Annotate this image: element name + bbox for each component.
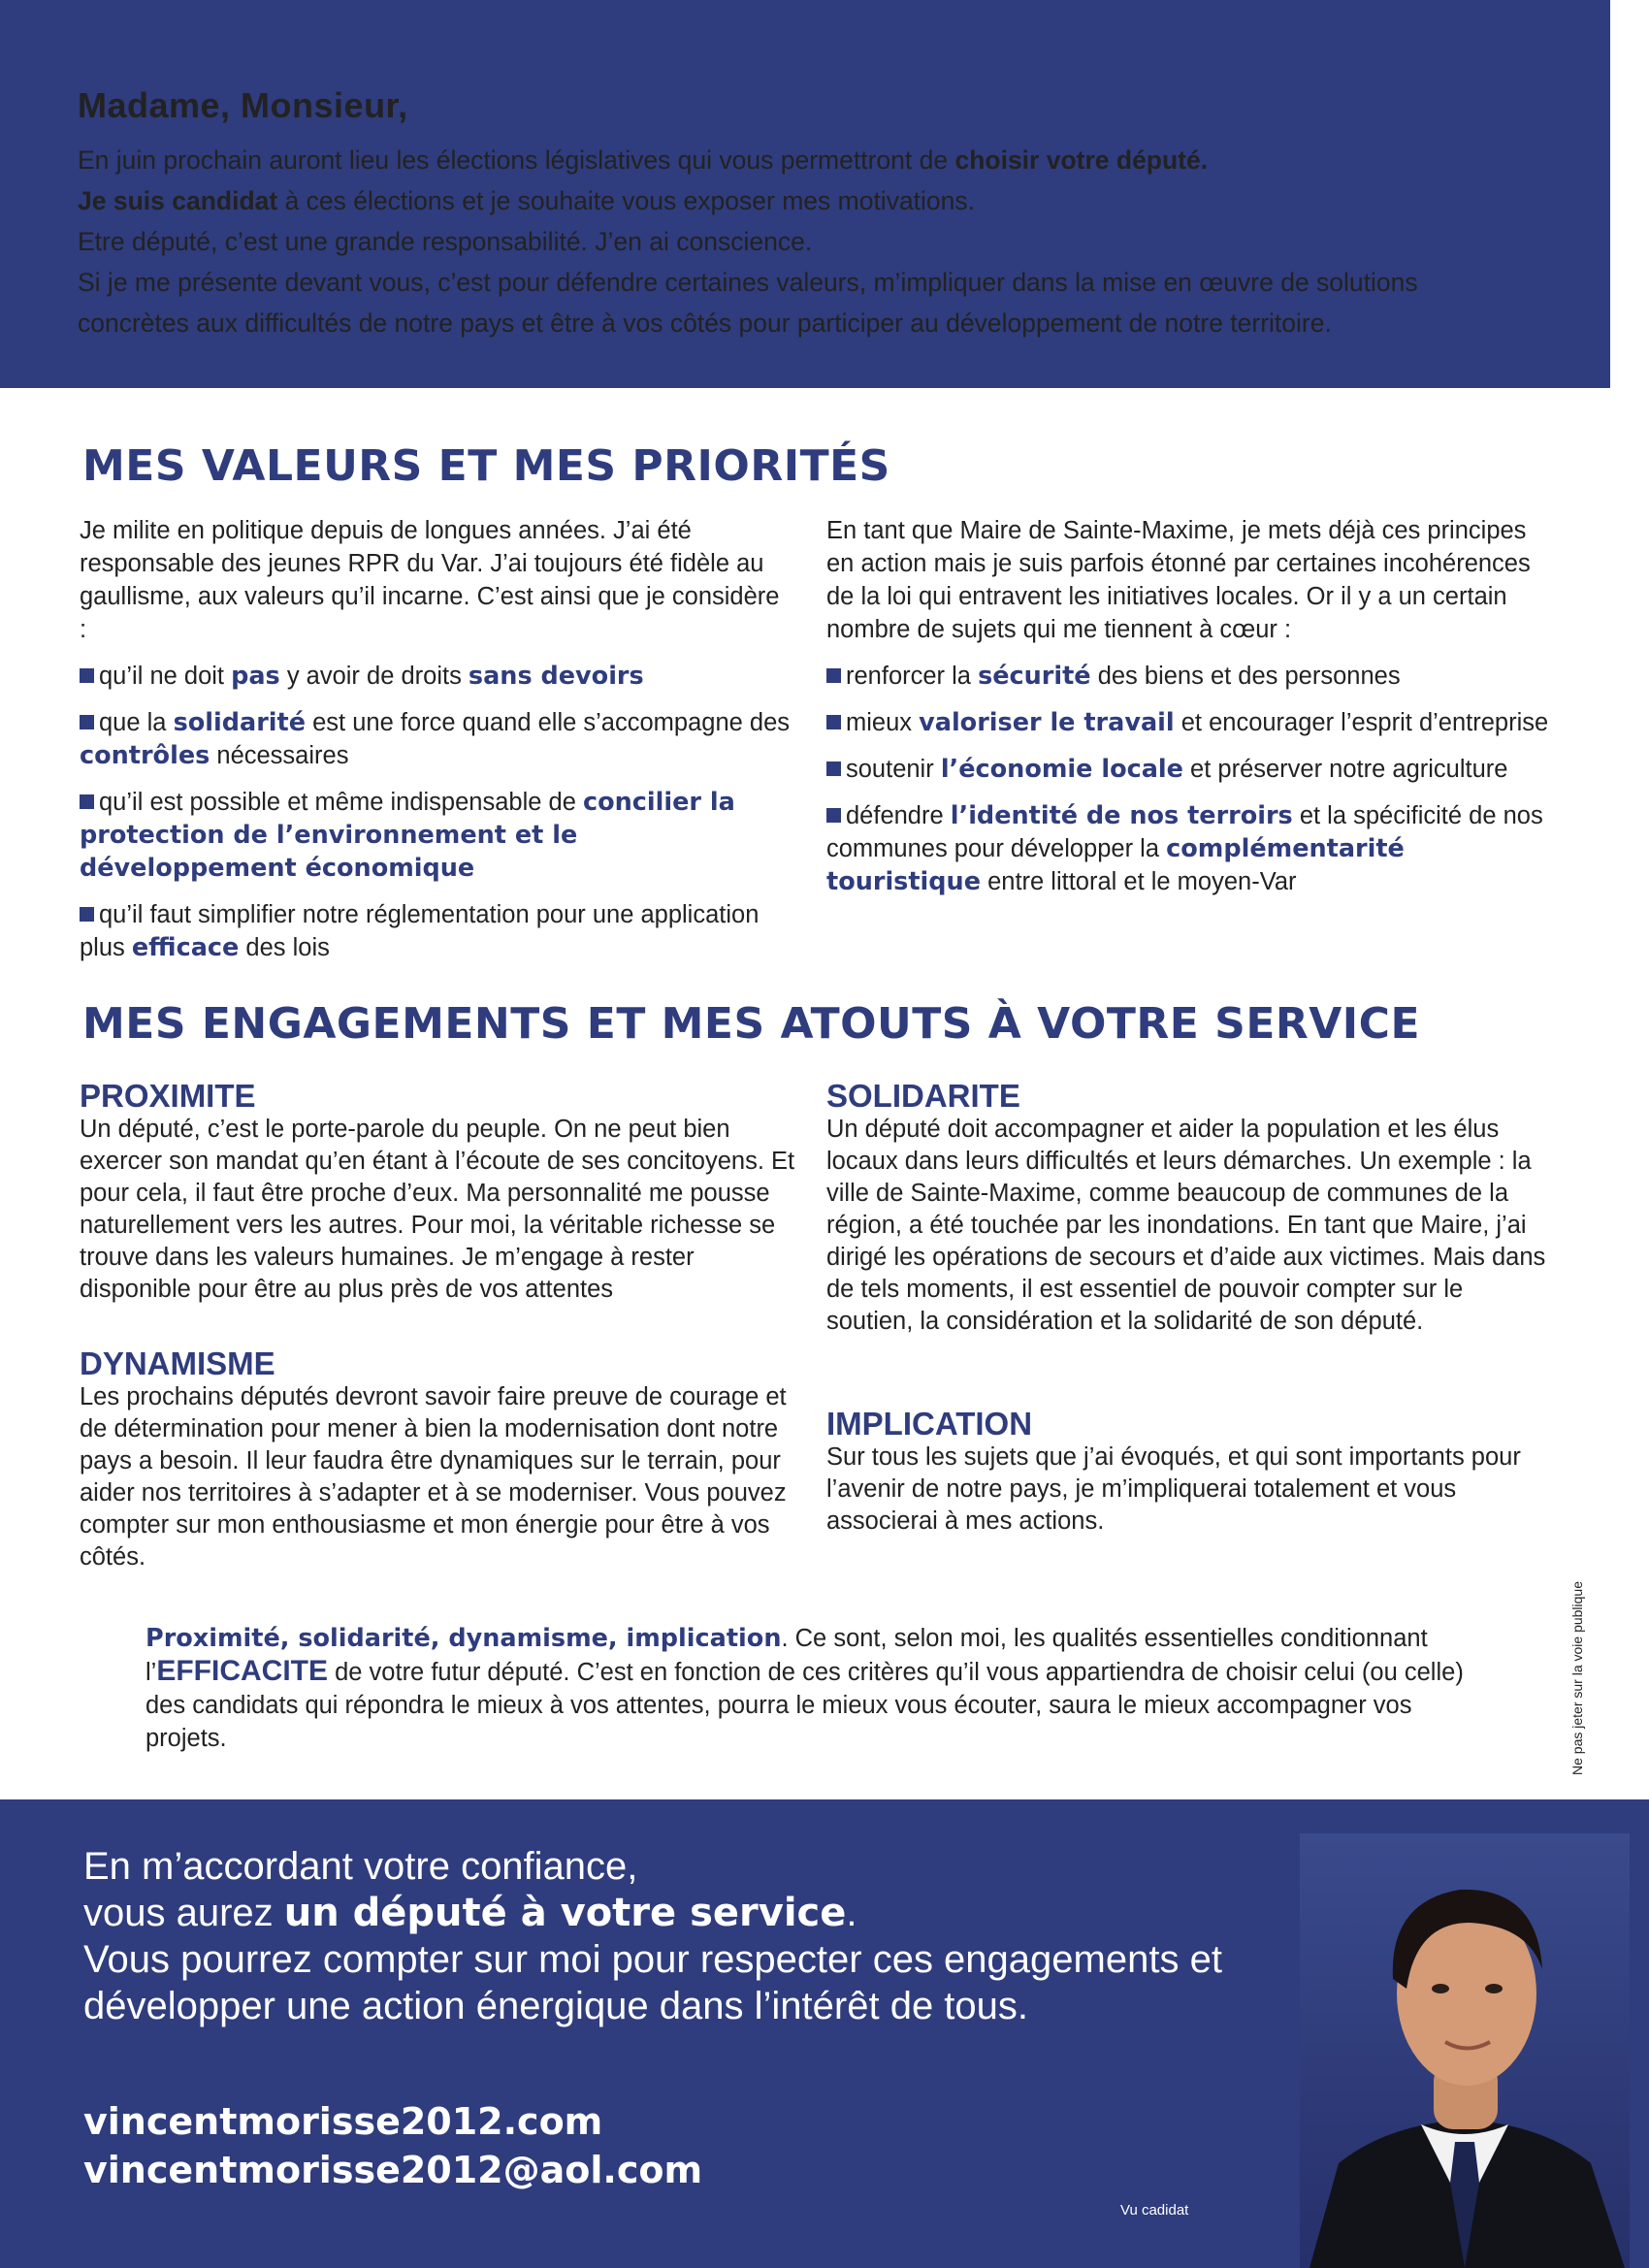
closing-line: .: [846, 1892, 857, 1934]
keyword: sans devoirs: [468, 662, 644, 691]
candidate-portrait-image: [1300, 1833, 1630, 2268]
keyword: l’économie locale: [940, 755, 1183, 784]
block-proximite: [80, 1079, 797, 1306]
keyword: l’identité de nos terroirs: [950, 801, 1293, 830]
subheading-proximite: PROXIMITE: [80, 1078, 256, 1114]
list-item: [80, 706, 792, 772]
text-proximite: Un député, c’est le porte-parole du peuple. On ne peut bien exercer son mandat qu’en étant à l’écoute de ses concitoyens. Et pour cela, il faut être proche d’eux. Ma personnalité me pousse naturellement vers les autres. Pour moi, la véritable richesse se trouve dans les valeurs humaines. Je m’engage à rester disponible pour être au plus près de vos attentes: [80, 1116, 795, 1303]
intro-section: [78, 85, 1533, 343]
block-dynamisme: [80, 1346, 797, 1573]
website-link[interactable]: vincentmorisse2012.com: [83, 2100, 603, 2143]
keyword: solidarité: [173, 708, 307, 737]
item-text: entre littoral et le moyen-Var: [981, 868, 1297, 895]
keyword: contrôles: [80, 741, 210, 770]
square-bullet-icon: [826, 715, 841, 729]
list-item: [826, 706, 1549, 739]
item-text: renforcer la: [846, 663, 979, 690]
list-item: [80, 660, 792, 693]
closing-line: En m’accordant votre confiance,: [83, 1845, 638, 1888]
section-heading-engagements: MES ENGAGEMENTS ET MES ATOUTS À VOTRE SERVICE: [82, 999, 1421, 1049]
conclusion-paragraph: [146, 1622, 1484, 1755]
closing-message: [83, 1843, 1344, 2029]
square-bullet-icon: [80, 668, 94, 683]
item-text: et encourager l’esprit d’entreprise: [1174, 709, 1549, 736]
closing-line: Vous pourrez compter sur moi pour respecter ces engagements et développer une action énergique dans l’intérêt de tous.: [83, 1938, 1222, 2027]
item-text: y avoir de droits: [279, 663, 469, 690]
conclusion-text: . Ce sont, selon moi, les qualités essentielles conditionnant l’: [146, 1625, 1428, 1686]
greeting: Madame, Monsieur,: [78, 85, 408, 125]
keyword: complémentarité touristique: [826, 834, 1405, 896]
square-bullet-icon: [826, 668, 841, 683]
keyword: Proximité, solidarité, dynamisme, implication: [146, 1624, 782, 1653]
intro-line-2: [78, 180, 1533, 221]
section-heading-valeurs: MES VALEURS ET MES PRIORITÉS: [82, 441, 890, 491]
valeurs-intro: Je milite en politique depuis de longues années. J’ai été responsable des jeunes RPR du Var. J’ai toujours été fidèle au gaullisme, aux valeurs qu’il incarne. C’est ainsi que je considère :: [80, 517, 780, 643]
intro-line-1: [78, 140, 1533, 180]
block-implication: [826, 1407, 1549, 1538]
intro-emphasis: choisir votre député.: [954, 146, 1209, 175]
intro-text: En juin prochain auront lieu les élections législatives qui vous permettront de: [78, 146, 955, 175]
block-solidarite: [826, 1079, 1549, 1338]
email-link[interactable]: vincentmorisse2012@aol.com: [83, 2149, 703, 2191]
subheading-solidarite: SOLIDARITE: [826, 1078, 1020, 1114]
list-item: [826, 660, 1549, 693]
priorites-intro: En tant que Maire de Sainte-Maxime, je mets déjà ces principes en action mais je suis parfois étonné par certaines incohérences de la loi qui entravent les initiatives locales. Or il y a un certain nombre de sujets qui me tiennent à cœur :: [826, 517, 1531, 643]
item-text: nécessaires: [210, 742, 349, 769]
square-bullet-icon: [826, 808, 841, 823]
item-text: et la spécificité de nos communes pour développer la: [826, 802, 1543, 862]
intro-line-3: Etre député, c’est une grande responsabilité. J’en ai conscience.: [78, 227, 813, 256]
text-solidarite: Un député doit accompagner et aider la population et les élus locaux dans leurs difficultés et leurs démarches. Un exemple : la ville de Sainte-Maxime, comme beaucoup de communes de la région, a été touchée par les inondations. En tant que Maire, j’ai dirigé les opérations de secours et d’aide aux victimes. Mais dans de tels moments, il est essentiel de pouvoir compter sur le soutien, la considération et la solidarité de son député.: [826, 1116, 1546, 1335]
square-bullet-icon: [80, 715, 94, 729]
valeurs-right-column: [826, 514, 1549, 912]
item-text: et préserver notre agriculture: [1182, 756, 1508, 783]
item-text: qu’il est possible et même indispensable de: [99, 789, 583, 816]
subheading-implication: IMPLICATION: [826, 1406, 1033, 1442]
legal-side-note: Ne pas jeter sur la voie publique: [1569, 1580, 1585, 1775]
keyword: valoriser le travail: [919, 708, 1175, 737]
item-text: défendre: [846, 802, 951, 829]
item-text: est une force quand elle s’accompagne des: [306, 709, 791, 736]
efficacite-keyword: EFFICACITE: [156, 1655, 329, 1687]
list-item: [80, 898, 792, 964]
closing-emphasis: un député à votre service: [283, 1891, 847, 1935]
text-dynamisme: Les prochains députés devront savoir faire preuve de courage et de détermination pour mener à bien la modernisation dont notre pays a besoin. Il leur faudra être dynamiques sur le terrain, pour aider nos territoires à s’adapter et à se moderniser. Vous pouvez compter sur mon enthousiasme et mon énergie pour être à vos côtés.: [80, 1383, 787, 1571]
keyword: concilier la protection de l’environnement et le développement économique: [80, 788, 735, 883]
subheading-dynamisme: DYNAMISME: [80, 1345, 275, 1381]
item-text: mieux: [846, 709, 920, 736]
square-bullet-icon: [80, 907, 94, 922]
intro-text: à ces élections et je souhaite vous exposer mes motivations.: [277, 186, 976, 215]
square-bullet-icon: [826, 761, 841, 776]
text-implication: Sur tous les sujets que j’ai évoqués, et qui sont importants pour l’avenir de notre pays, je m’impliquerai totalement et vous associerai à mes actions.: [826, 1443, 1521, 1535]
item-text: des biens et des personnes: [1090, 663, 1401, 690]
list-item: [826, 799, 1549, 898]
intro-line-4: Si je me présente devant vous, c’est pour défendre certaines valeurs, m’impliquer dans la mise en œuvre de solutions concrètes aux difficultés de notre pays et être à vos côtés pour participer au développement de notre territoire.: [78, 268, 1418, 338]
item-text: des lois: [239, 934, 330, 961]
list-item: [80, 786, 792, 885]
conclusion-text: de votre futur député. C’est en fonction de ces critères qu’il vous appartiendra de choisir celui (ou celle) des candidats qui répondra le mieux à vos attentes, pourra le mieux vous écouter, saura le mieux accompagner vos projets.: [146, 1659, 1464, 1752]
item-text: que la: [99, 709, 174, 736]
list-item: [826, 753, 1549, 786]
item-text: soutenir: [846, 756, 941, 783]
valeurs-left-column: [80, 514, 792, 978]
vu-candidat-note: Vu cadidat: [1120, 2202, 1189, 2219]
keyword: sécurité: [978, 662, 1091, 691]
item-text: qu’il ne doit: [99, 663, 232, 690]
intro-emphasis: Je suis candidat: [78, 186, 278, 215]
square-bullet-icon: [80, 794, 94, 809]
item-text: qu’il faut simplifier notre réglementation pour une application plus: [80, 901, 760, 961]
closing-line: vous aurez: [83, 1892, 284, 1934]
keyword: pas: [231, 662, 280, 691]
keyword: efficace: [131, 933, 240, 962]
